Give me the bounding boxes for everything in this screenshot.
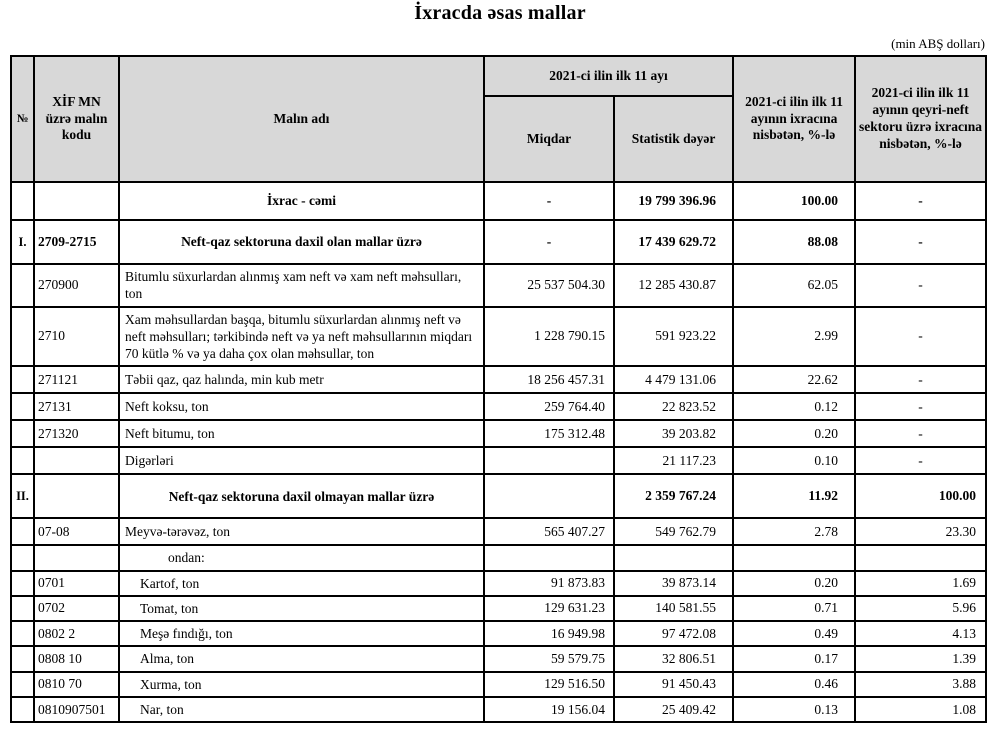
cell-share-nonoil: 1.08	[855, 697, 986, 722]
cell-code	[34, 545, 119, 570]
exports-table	[10, 55, 987, 723]
cell-name: Xam məhsullardan başqa, bitumlu süxurlardan alınmış neft və neft məhsulları; tərkibində neft və ya neft məhsullarının miqdarı 70 kütlə % və ya daha çox olan məhsullar, ton	[119, 307, 484, 367]
table-body	[11, 182, 986, 722]
cell-code: 07-08	[34, 518, 119, 545]
cell-share-total: 11.92	[733, 474, 855, 518]
table-row	[11, 182, 986, 220]
cell-share-total: 88.08	[733, 220, 855, 264]
table-row	[11, 447, 986, 474]
cell-value: 25 409.42	[614, 697, 733, 722]
col-header-num: №	[11, 56, 34, 182]
cell-value: 12 285 430.87	[614, 264, 733, 307]
cell-share-nonoil: 100.00	[855, 474, 986, 518]
table-row	[11, 393, 986, 420]
cell-share-nonoil: -	[855, 307, 986, 367]
cell-share-nonoil: 3.88	[855, 672, 986, 697]
table-row	[11, 545, 986, 570]
cell-qty	[484, 545, 614, 570]
cell-value: 17 439 629.72	[614, 220, 733, 264]
cell-share-total: 0.20	[733, 420, 855, 447]
cell-qty: -	[484, 182, 614, 220]
cell-share-total: 2.99	[733, 307, 855, 367]
cell-name: Nar, ton	[119, 697, 484, 722]
cell-num	[11, 447, 34, 474]
cell-num	[11, 697, 34, 722]
cell-qty	[484, 447, 614, 474]
cell-num	[11, 307, 34, 367]
cell-share-nonoil: -	[855, 366, 986, 393]
table-row	[11, 307, 986, 367]
cell-num	[11, 182, 34, 220]
cell-value: 91 450.43	[614, 672, 733, 697]
cell-qty: 19 156.04	[484, 697, 614, 722]
cell-name: Meşə fındığı, ton	[119, 621, 484, 646]
cell-num	[11, 366, 34, 393]
cell-name: Təbii qaz, qaz halında, min kub metr	[119, 366, 484, 393]
cell-share-total: 22.62	[733, 366, 855, 393]
cell-value	[614, 545, 733, 570]
cell-share-total: 0.13	[733, 697, 855, 722]
cell-qty: 16 949.98	[484, 621, 614, 646]
col-header-qty: Miqdar	[484, 96, 614, 182]
cell-value: 22 823.52	[614, 393, 733, 420]
table-header	[11, 56, 986, 182]
cell-code: 0810 70	[34, 672, 119, 697]
cell-share-nonoil: 5.96	[855, 596, 986, 621]
table-row	[11, 571, 986, 596]
cell-share-total: 0.12	[733, 393, 855, 420]
table-row	[11, 366, 986, 393]
unit-note: (min ABŞ dolları)	[891, 36, 985, 51]
cell-share-nonoil: -	[855, 393, 986, 420]
cell-value: 2 359 767.24	[614, 474, 733, 518]
cell-share-total: 62.05	[733, 264, 855, 307]
table-row	[11, 220, 986, 264]
cell-share-nonoil: -	[855, 420, 986, 447]
table-row	[11, 621, 986, 646]
cell-share-total: 0.46	[733, 672, 855, 697]
cell-value: 591 923.22	[614, 307, 733, 367]
cell-value: 39 873.14	[614, 571, 733, 596]
cell-num	[11, 596, 34, 621]
cell-name: Meyvə-tərəvəz, ton	[119, 518, 484, 545]
cell-code	[34, 474, 119, 518]
cell-code: 271121	[34, 366, 119, 393]
col-header-code: XİF MN üzrə malın kodu	[34, 56, 119, 182]
cell-num	[11, 545, 34, 570]
cell-share-nonoil: 4.13	[855, 621, 986, 646]
cell-share-nonoil: -	[855, 447, 986, 474]
cell-name: Bitumlu süxurlardan alınmış xam neft və xam neft məhsulları, ton	[119, 264, 484, 307]
table-row	[11, 420, 986, 447]
cell-value: 21 117.23	[614, 447, 733, 474]
cell-name: Neft-qaz sektoruna daxil olmayan mallar üzrə	[119, 474, 484, 518]
cell-name: ondan:	[119, 545, 484, 570]
cell-code: 0808 10	[34, 646, 119, 671]
cell-share-nonoil: -	[855, 182, 986, 220]
cell-share-nonoil	[855, 545, 986, 570]
table-row	[11, 697, 986, 722]
cell-qty: 175 312.48	[484, 420, 614, 447]
cell-share-nonoil: 23.30	[855, 518, 986, 545]
cell-qty: -	[484, 220, 614, 264]
cell-code: 2709-2715	[34, 220, 119, 264]
cell-num	[11, 621, 34, 646]
cell-name: Digərləri	[119, 447, 484, 474]
cell-qty: 18 256 457.31	[484, 366, 614, 393]
cell-share-total: 2.78	[733, 518, 855, 545]
cell-code: 270900	[34, 264, 119, 307]
cell-name: Neft bitumu, ton	[119, 420, 484, 447]
cell-num	[11, 672, 34, 697]
col-header-period-group: 2021-ci ilin ilk 11 ayı	[484, 56, 733, 96]
cell-share-total	[733, 545, 855, 570]
cell-code: 2710	[34, 307, 119, 367]
cell-num	[11, 264, 34, 307]
header-row-group	[11, 56, 986, 96]
cell-value: 140 581.55	[614, 596, 733, 621]
table-row	[11, 264, 986, 307]
col-header-name: Malın adı	[119, 56, 484, 182]
cell-name: Kartof, ton	[119, 571, 484, 596]
cell-value: 32 806.51	[614, 646, 733, 671]
cell-value: 39 203.82	[614, 420, 733, 447]
table-row	[11, 672, 986, 697]
col-header-share-nonoil: 2021-ci ilin ilk 11 ayının qeyri-neft sektoru üzrə ixracına nisbətən, %-lə	[855, 56, 986, 182]
cell-qty: 129 516.50	[484, 672, 614, 697]
page-title: İxracda əsas mallar	[414, 2, 586, 24]
cell-num	[11, 518, 34, 545]
cell-num: I.	[11, 220, 34, 264]
cell-name: İxrac - cəmi	[119, 182, 484, 220]
col-header-share-total: 2021-ci ilin ilk 11 ayının ixracına nisbətən, %-lə	[733, 56, 855, 182]
cell-name: Xurma, ton	[119, 672, 484, 697]
cell-qty: 91 873.83	[484, 571, 614, 596]
cell-code: 0810907501	[34, 697, 119, 722]
cell-num	[11, 393, 34, 420]
cell-share-total: 100.00	[733, 182, 855, 220]
cell-qty	[484, 474, 614, 518]
table-row	[11, 646, 986, 671]
table-row	[11, 474, 986, 518]
cell-num	[11, 646, 34, 671]
cell-qty: 259 764.40	[484, 393, 614, 420]
cell-qty: 25 537 504.30	[484, 264, 614, 307]
cell-code: 0802 2	[34, 621, 119, 646]
cell-share-nonoil: 1.39	[855, 646, 986, 671]
cell-name: Neft-qaz sektoruna daxil olan mallar üzrə	[119, 220, 484, 264]
cell-name: Alma, ton	[119, 646, 484, 671]
cell-share-nonoil: -	[855, 220, 986, 264]
cell-share-total: 0.10	[733, 447, 855, 474]
cell-code	[34, 182, 119, 220]
table-row	[11, 596, 986, 621]
cell-qty: 59 579.75	[484, 646, 614, 671]
cell-code: 27131	[34, 393, 119, 420]
cell-share-total: 0.49	[733, 621, 855, 646]
cell-qty: 1 228 790.15	[484, 307, 614, 367]
cell-name: Neft koksu, ton	[119, 393, 484, 420]
cell-code: 0702	[34, 596, 119, 621]
cell-code: 0701	[34, 571, 119, 596]
cell-code: 271320	[34, 420, 119, 447]
cell-qty: 565 407.27	[484, 518, 614, 545]
cell-value: 97 472.08	[614, 621, 733, 646]
cell-name: Tomat, ton	[119, 596, 484, 621]
cell-share-total: 0.71	[733, 596, 855, 621]
cell-code	[34, 447, 119, 474]
cell-share-total: 0.20	[733, 571, 855, 596]
cell-num: II.	[11, 474, 34, 518]
cell-value: 19 799 396.96	[614, 182, 733, 220]
cell-share-nonoil: -	[855, 264, 986, 307]
cell-share-total: 0.17	[733, 646, 855, 671]
cell-num	[11, 420, 34, 447]
cell-share-nonoil: 1.69	[855, 571, 986, 596]
cell-value: 4 479 131.06	[614, 366, 733, 393]
cell-qty: 129 631.23	[484, 596, 614, 621]
table-row	[11, 518, 986, 545]
col-header-value: Statistik dəyər	[614, 96, 733, 182]
cell-num	[11, 571, 34, 596]
cell-value: 549 762.79	[614, 518, 733, 545]
